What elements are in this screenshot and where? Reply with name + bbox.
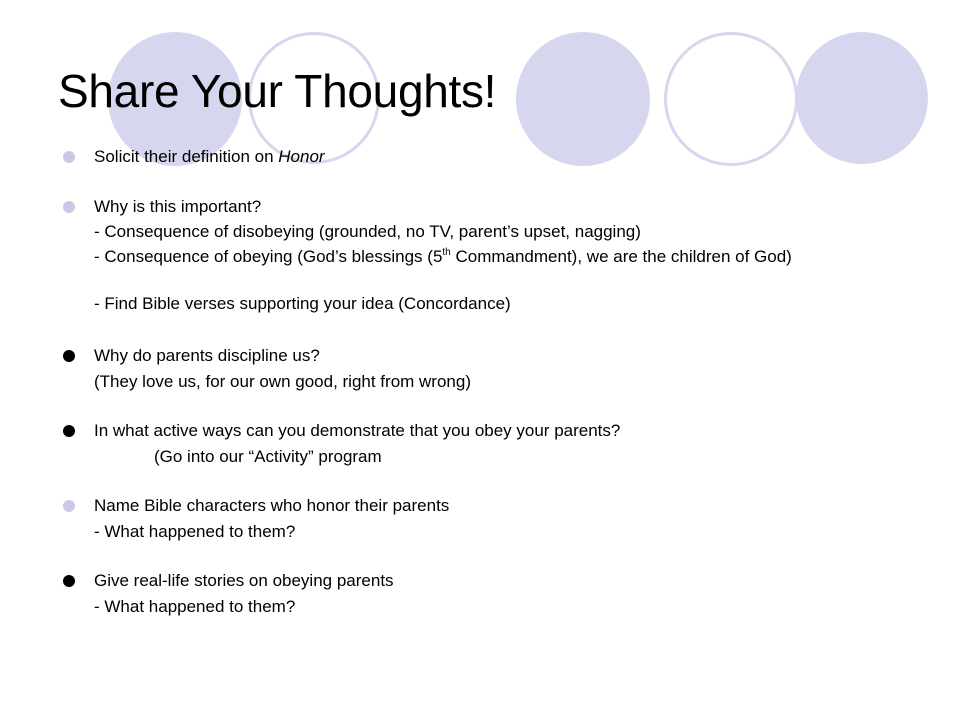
bullet-active-ways: In what active ways can you demonstrate that you obey your parents? xyxy=(94,421,621,440)
bullet-real-life-stories: Give real-life stories on obeying parents xyxy=(94,571,394,590)
sub-item-text: Commandment), we are the children of God) xyxy=(450,247,792,266)
slide-title: Share Your Thoughts! xyxy=(58,65,497,117)
bullet-icon xyxy=(63,151,75,163)
bullet-icon xyxy=(63,500,75,512)
sub-item-activity-program: (Go into our “Activity” program xyxy=(154,447,382,466)
bullet-honor-definition xyxy=(94,147,325,167)
bullet-why-discipline: Why do parents discipline us? xyxy=(94,346,320,365)
sub-item-they-love-us: (They love us, for our own good, right from wrong) xyxy=(94,372,471,391)
decor-circle-ring-2 xyxy=(664,32,798,166)
sub-item-what-happened: - What happened to them? xyxy=(94,522,296,541)
bullet-icon xyxy=(63,201,75,213)
sub-item-bible-verses: - Find Bible verses supporting your idea (Concordance) xyxy=(94,294,511,313)
bullet-text: Solicit their definition on xyxy=(94,147,279,166)
emphasis-word: Honor xyxy=(278,147,325,166)
bullet-why-important: Why is this important? xyxy=(94,197,262,216)
decor-circle-filled-3 xyxy=(796,32,928,164)
bullet-icon xyxy=(63,350,75,362)
sub-item-obeying xyxy=(94,247,914,267)
bullet-icon xyxy=(63,425,75,437)
sub-item-text: - Consequence of obeying (God’s blessings (5 xyxy=(94,247,443,266)
bullet-icon xyxy=(63,575,75,587)
bullet-bible-characters: Name Bible characters who honor their parents xyxy=(94,496,450,515)
decor-circle-filled-2 xyxy=(516,32,650,166)
sub-item-disobeying: - Consequence of disobeying (grounded, no TV, parent’s upset, nagging) xyxy=(94,222,641,241)
sub-item-what-happened: - What happened to them? xyxy=(94,597,296,616)
superscript: th xyxy=(442,247,451,258)
